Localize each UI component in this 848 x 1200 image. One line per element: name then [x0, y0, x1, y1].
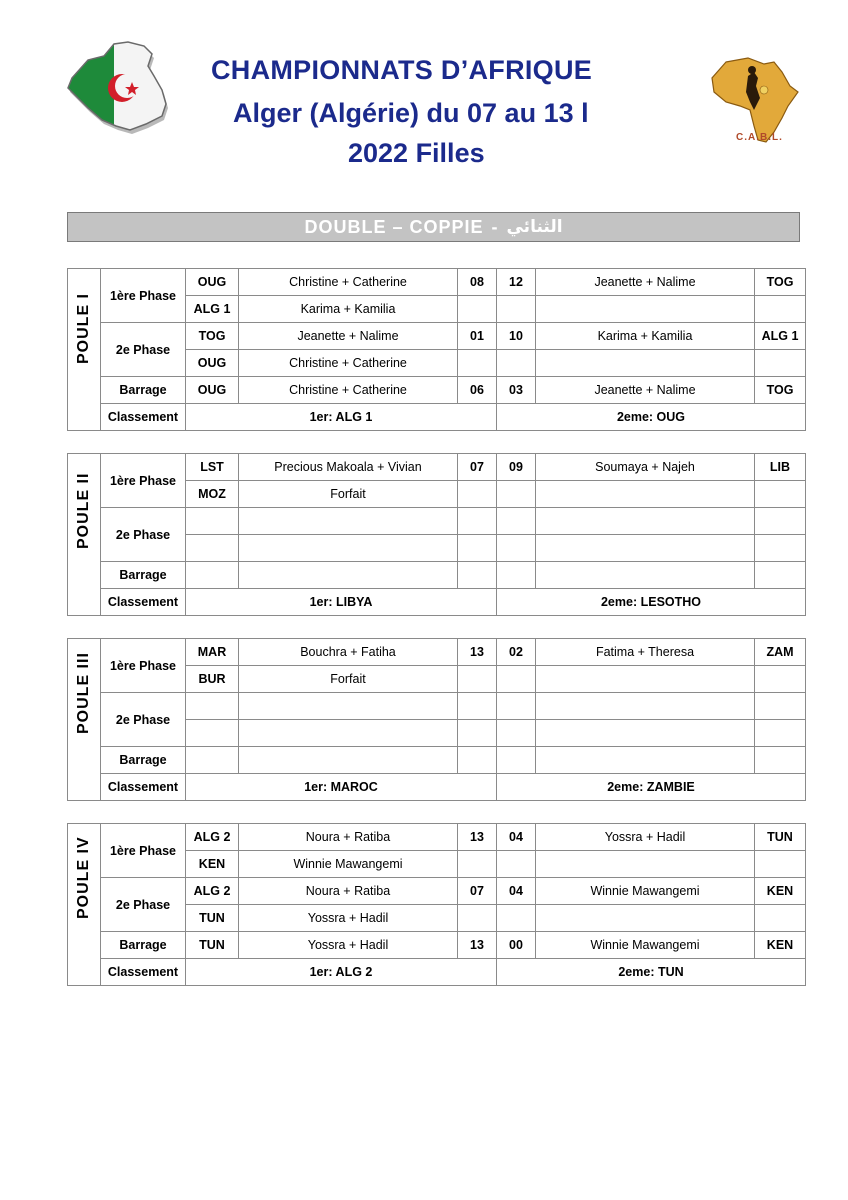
- score: [497, 350, 536, 377]
- team-players: [239, 562, 458, 589]
- score: [458, 666, 497, 693]
- score: 13: [458, 932, 497, 959]
- score: 02: [497, 639, 536, 666]
- second-place: 2eme: OUG: [497, 404, 806, 431]
- score: [497, 481, 536, 508]
- team-code: [755, 535, 806, 562]
- first-place: 1er: MAROC: [186, 774, 497, 801]
- team-code: KEN: [186, 851, 239, 878]
- team-code: KEN: [755, 932, 806, 959]
- team-code: [755, 296, 806, 323]
- algeria-map-flag-logo: [58, 38, 170, 134]
- score: 06: [458, 377, 497, 404]
- classement-label: Classement: [101, 774, 186, 801]
- team-code: LIB: [755, 454, 806, 481]
- team-code: ALG 1: [755, 323, 806, 350]
- phase-label: 2e Phase: [101, 878, 186, 932]
- score: [458, 481, 497, 508]
- score: 04: [497, 878, 536, 905]
- first-place: 1er: ALG 1: [186, 404, 497, 431]
- team-code: OUG: [186, 350, 239, 377]
- table-row: [68, 878, 806, 905]
- team-players: Soumaya + Najeh: [536, 454, 755, 481]
- event-location-dates: Alger (Algérie) du 07 au 13 l: [233, 98, 589, 128]
- score: [497, 720, 536, 747]
- score: 08: [458, 269, 497, 296]
- team-code: MAR: [186, 639, 239, 666]
- team-players: Bouchra + Fatiha: [239, 639, 458, 666]
- team-code: TOG: [186, 323, 239, 350]
- poule-table: [67, 268, 806, 431]
- score: 10: [497, 323, 536, 350]
- team-players: [536, 747, 755, 774]
- score: [458, 851, 497, 878]
- team-players: [536, 851, 755, 878]
- championship-title: CHAMPIONNATS D’AFRIQUE: [211, 55, 593, 85]
- poule-name-cell: [68, 824, 101, 986]
- team-code: [755, 666, 806, 693]
- team-players: Christine + Catherine: [239, 377, 458, 404]
- cabl-logo-text: C.A.B.L.: [736, 132, 783, 143]
- second-place: 2eme: LESOTHO: [497, 589, 806, 616]
- team-players: [536, 693, 755, 720]
- team-code: [755, 693, 806, 720]
- team-players: [536, 535, 755, 562]
- team-players: [536, 562, 755, 589]
- table-row: [68, 639, 806, 666]
- table-row: [68, 508, 806, 535]
- team-players: [536, 720, 755, 747]
- team-code: OUG: [186, 377, 239, 404]
- score: 03: [497, 377, 536, 404]
- score: [497, 693, 536, 720]
- team-code: [186, 720, 239, 747]
- team-players: Jeanette + Nalime: [536, 377, 755, 404]
- team-code: ALG 2: [186, 878, 239, 905]
- team-code: TUN: [186, 932, 239, 959]
- team-players: [536, 296, 755, 323]
- team-code: [755, 350, 806, 377]
- team-players: [536, 481, 755, 508]
- team-code: ALG 1: [186, 296, 239, 323]
- score: [458, 350, 497, 377]
- phase-label: Barrage: [101, 562, 186, 589]
- score: 09: [497, 454, 536, 481]
- poule-name: POULE III: [75, 651, 92, 734]
- phase-label: Barrage: [101, 747, 186, 774]
- table-row: [68, 747, 806, 774]
- team-players: Forfait: [239, 666, 458, 693]
- team-players: Karima + Kamilia: [239, 296, 458, 323]
- score: [497, 508, 536, 535]
- team-players: Jeanette + Nalime: [239, 323, 458, 350]
- score: 04: [497, 824, 536, 851]
- team-players: Christine + Catherine: [239, 269, 458, 296]
- poule-name: POULE II: [75, 472, 92, 549]
- table-row: [68, 323, 806, 350]
- team-code: [186, 693, 239, 720]
- score: [497, 905, 536, 932]
- second-place: 2eme: ZAMBIE: [497, 774, 806, 801]
- team-code: [755, 905, 806, 932]
- poule-name-cell: [68, 639, 101, 801]
- event-category-banner: [67, 212, 800, 242]
- team-players: Yossra + Hadil: [239, 932, 458, 959]
- team-code: TOG: [755, 269, 806, 296]
- score: [458, 747, 497, 774]
- score: [458, 562, 497, 589]
- team-players: [239, 508, 458, 535]
- score: 13: [458, 639, 497, 666]
- team-code: [186, 508, 239, 535]
- team-players: [536, 666, 755, 693]
- team-players: Winnie Mawangemi: [239, 851, 458, 878]
- score: 07: [458, 454, 497, 481]
- team-players: Forfait: [239, 481, 458, 508]
- table-row: [68, 377, 806, 404]
- phase-label: Barrage: [101, 932, 186, 959]
- classement-label: Classement: [101, 959, 186, 986]
- team-code: KEN: [755, 878, 806, 905]
- classement-row: [68, 959, 806, 986]
- classement-label: Classement: [101, 589, 186, 616]
- score: 00: [497, 932, 536, 959]
- team-players: [239, 720, 458, 747]
- team-code: [186, 562, 239, 589]
- banner-arabic-label: الثنائي: [506, 217, 563, 236]
- first-place: 1er: ALG 2: [186, 959, 497, 986]
- table-row: [68, 932, 806, 959]
- team-code: TUN: [186, 905, 239, 932]
- poule-table: [67, 823, 806, 986]
- poule-name-cell: [68, 269, 101, 431]
- team-players: Winnie Mawangemi: [536, 878, 755, 905]
- classement-row: [68, 589, 806, 616]
- phase-label: Barrage: [101, 377, 186, 404]
- team-players: [536, 905, 755, 932]
- team-players: Noura + Ratiba: [239, 824, 458, 851]
- poule-name: POULE IV: [75, 835, 92, 919]
- team-code: MOZ: [186, 481, 239, 508]
- score: 01: [458, 323, 497, 350]
- phase-label: 1ère Phase: [101, 454, 186, 508]
- team-players: Winnie Mawangemi: [536, 932, 755, 959]
- team-players: Christine + Catherine: [239, 350, 458, 377]
- team-code: [755, 562, 806, 589]
- table-row: [68, 269, 806, 296]
- phase-label: 1ère Phase: [101, 824, 186, 878]
- team-players: Precious Makoala + Vivian: [239, 454, 458, 481]
- score: 13: [458, 824, 497, 851]
- team-code: [755, 508, 806, 535]
- team-players: [536, 350, 755, 377]
- poule-name-cell: [68, 454, 101, 616]
- team-code: [186, 747, 239, 774]
- team-players: [536, 508, 755, 535]
- classement-row: [68, 774, 806, 801]
- score: [458, 535, 497, 562]
- team-code: [186, 535, 239, 562]
- team-players: Yossra + Hadil: [239, 905, 458, 932]
- team-players: Karima + Kamilia: [536, 323, 755, 350]
- score: [497, 851, 536, 878]
- team-code: TOG: [755, 377, 806, 404]
- score: [458, 905, 497, 932]
- score: [458, 693, 497, 720]
- team-code: OUG: [186, 269, 239, 296]
- score: [497, 562, 536, 589]
- page-header: [0, 0, 848, 200]
- team-players: Fatima + Theresa: [536, 639, 755, 666]
- score: [497, 747, 536, 774]
- team-code: ALG 2: [186, 824, 239, 851]
- table-row: [68, 693, 806, 720]
- table-row: [68, 562, 806, 589]
- classement-label: Classement: [101, 404, 186, 431]
- score: 07: [458, 878, 497, 905]
- poule-table: [67, 638, 806, 801]
- score: [497, 666, 536, 693]
- team-players: [239, 693, 458, 720]
- banner-label: DOUBLE – COPPIE: [304, 216, 484, 237]
- classement-row: [68, 404, 806, 431]
- team-code: [755, 720, 806, 747]
- phase-label: 2e Phase: [101, 508, 186, 562]
- team-code: BUR: [186, 666, 239, 693]
- team-players: [239, 535, 458, 562]
- phase-label: 1ère Phase: [101, 639, 186, 693]
- table-row: [68, 454, 806, 481]
- team-players: Noura + Ratiba: [239, 878, 458, 905]
- phase-label: 1ère Phase: [101, 269, 186, 323]
- team-code: [755, 747, 806, 774]
- banner-separator: -: [491, 216, 499, 237]
- score: [458, 296, 497, 323]
- score: [497, 535, 536, 562]
- event-year-category: 2022 Filles: [348, 138, 485, 168]
- score: [458, 508, 497, 535]
- phase-label: 2e Phase: [101, 693, 186, 747]
- poule-table: [67, 453, 806, 616]
- team-code: [755, 851, 806, 878]
- table-row: [68, 824, 806, 851]
- team-players: Jeanette + Nalime: [536, 269, 755, 296]
- team-code: LST: [186, 454, 239, 481]
- score: [458, 720, 497, 747]
- second-place: 2eme: TUN: [497, 959, 806, 986]
- phase-label: 2e Phase: [101, 323, 186, 377]
- score: [497, 296, 536, 323]
- first-place: 1er: LIBYA: [186, 589, 497, 616]
- poule-name: POULE I: [75, 292, 92, 364]
- score: 12: [497, 269, 536, 296]
- team-code: [755, 481, 806, 508]
- team-players: Yossra + Hadil: [536, 824, 755, 851]
- team-code: ZAM: [755, 639, 806, 666]
- team-code: TUN: [755, 824, 806, 851]
- team-players: [239, 747, 458, 774]
